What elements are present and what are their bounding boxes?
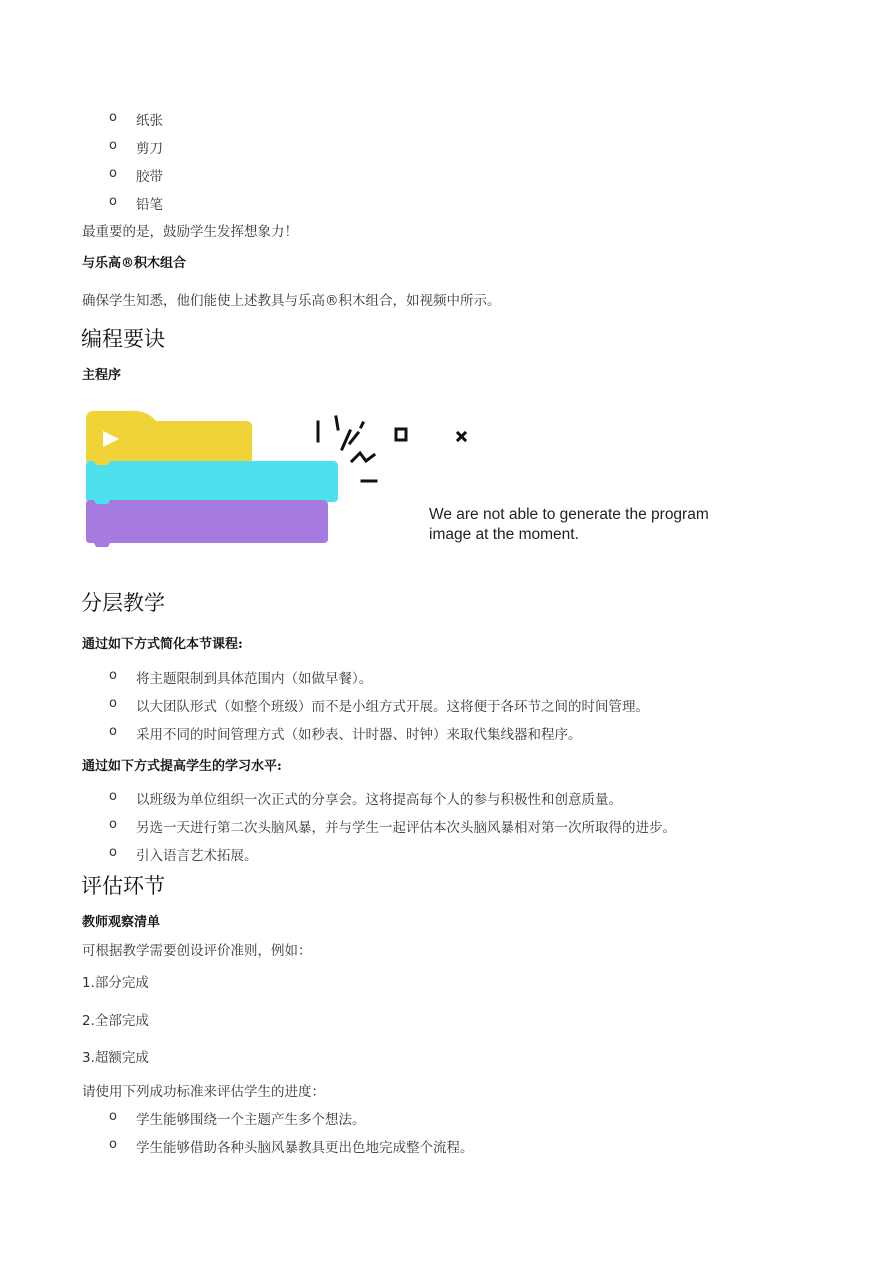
- level-item: [82, 1009, 149, 1029]
- list-item: 学生能够围绕一个主题产生多个想法。: [136, 1112, 366, 1128]
- differentiation-heading: 分层教学: [81, 591, 165, 615]
- bullet-marker: o: [109, 696, 117, 711]
- lego-combo-text: 确保学生知悉，他们能使上述教具与乐高®积木组合，如视频中所示。: [82, 293, 501, 309]
- simplify-heading: 通过如下方式简化本节课程:: [82, 637, 243, 652]
- list-item: 学生能够借助各种头脑风暴教具更出色地完成整个流程。: [136, 1140, 474, 1156]
- criteria-intro: 请使用下列成功标准来评估学生的进度：: [82, 1084, 325, 1100]
- bullet-marker: o: [109, 1137, 117, 1152]
- bullet-marker: o: [109, 789, 117, 804]
- lego-combo-heading: 与乐高®积木组合: [82, 256, 187, 271]
- bottom-block: [86, 500, 328, 547]
- level-text: 全部完成: [94, 1013, 149, 1029]
- level-number: 3.: [82, 1050, 95, 1066]
- encourage-text: 最重要的是，鼓励学生发挥想象力！: [82, 224, 298, 240]
- level-item: [82, 971, 149, 991]
- enhance-heading: 通过如下方式提高学生的学习水平:: [82, 759, 282, 774]
- bullet-marker: o: [109, 1109, 117, 1124]
- coding-tips-heading: 编程要诀: [81, 327, 165, 351]
- middle-block: [86, 461, 338, 506]
- bullet-marker: o: [109, 138, 117, 153]
- assessment-heading: 评估环节: [81, 874, 165, 898]
- list-item: 另选一天进行第二次头脑风暴，并与学生一起评估本次头脑风暴相对第一次所取得的进步。: [136, 820, 676, 836]
- level-number: 1.: [82, 975, 95, 991]
- checklist-heading: 教师观察清单: [82, 915, 161, 930]
- bullet-marker: o: [109, 817, 117, 832]
- bullet-marker: o: [109, 194, 117, 209]
- list-item: 以班级为单位组织一次正式的分享会。这将提高每个人的参与积极性和创意质量。: [136, 792, 622, 808]
- level-number: 2.: [82, 1013, 95, 1029]
- bullet-marker: o: [109, 845, 117, 860]
- bullet-marker: o: [109, 668, 117, 683]
- assessment-intro: 可根据教学需要创设评价准则，例如：: [82, 943, 312, 959]
- level-text: 超额完成: [94, 1050, 149, 1066]
- list-item: 铅笔: [136, 197, 163, 213]
- program-error-message: We are not able to generate the program image at the moment.: [429, 506, 709, 543]
- level-text: 部分完成: [94, 975, 149, 991]
- list-item: 将主题限制到具体范围内（如做早餐）。: [136, 671, 373, 687]
- list-item: 纸张: [136, 113, 163, 129]
- bullet-marker: o: [109, 724, 117, 739]
- bullet-marker: o: [109, 110, 117, 125]
- list-item: 以大团队形式（如整个班级）而不是小组方式开展。这将便于各环节之间的时间管理。: [136, 699, 649, 715]
- level-item: [82, 1046, 149, 1066]
- list-item: 采用不同的时间管理方式（如秒表、计时器、时钟）来取代集线器和程序。: [136, 727, 582, 743]
- list-item: 剪刀: [136, 141, 163, 157]
- list-item: 引入语言艺术拓展。: [136, 848, 258, 864]
- broken-image-marks: [318, 417, 465, 481]
- main-program-heading: 主程序: [82, 368, 122, 383]
- list-item: 胶带: [136, 169, 163, 185]
- bullet-marker: o: [109, 166, 117, 181]
